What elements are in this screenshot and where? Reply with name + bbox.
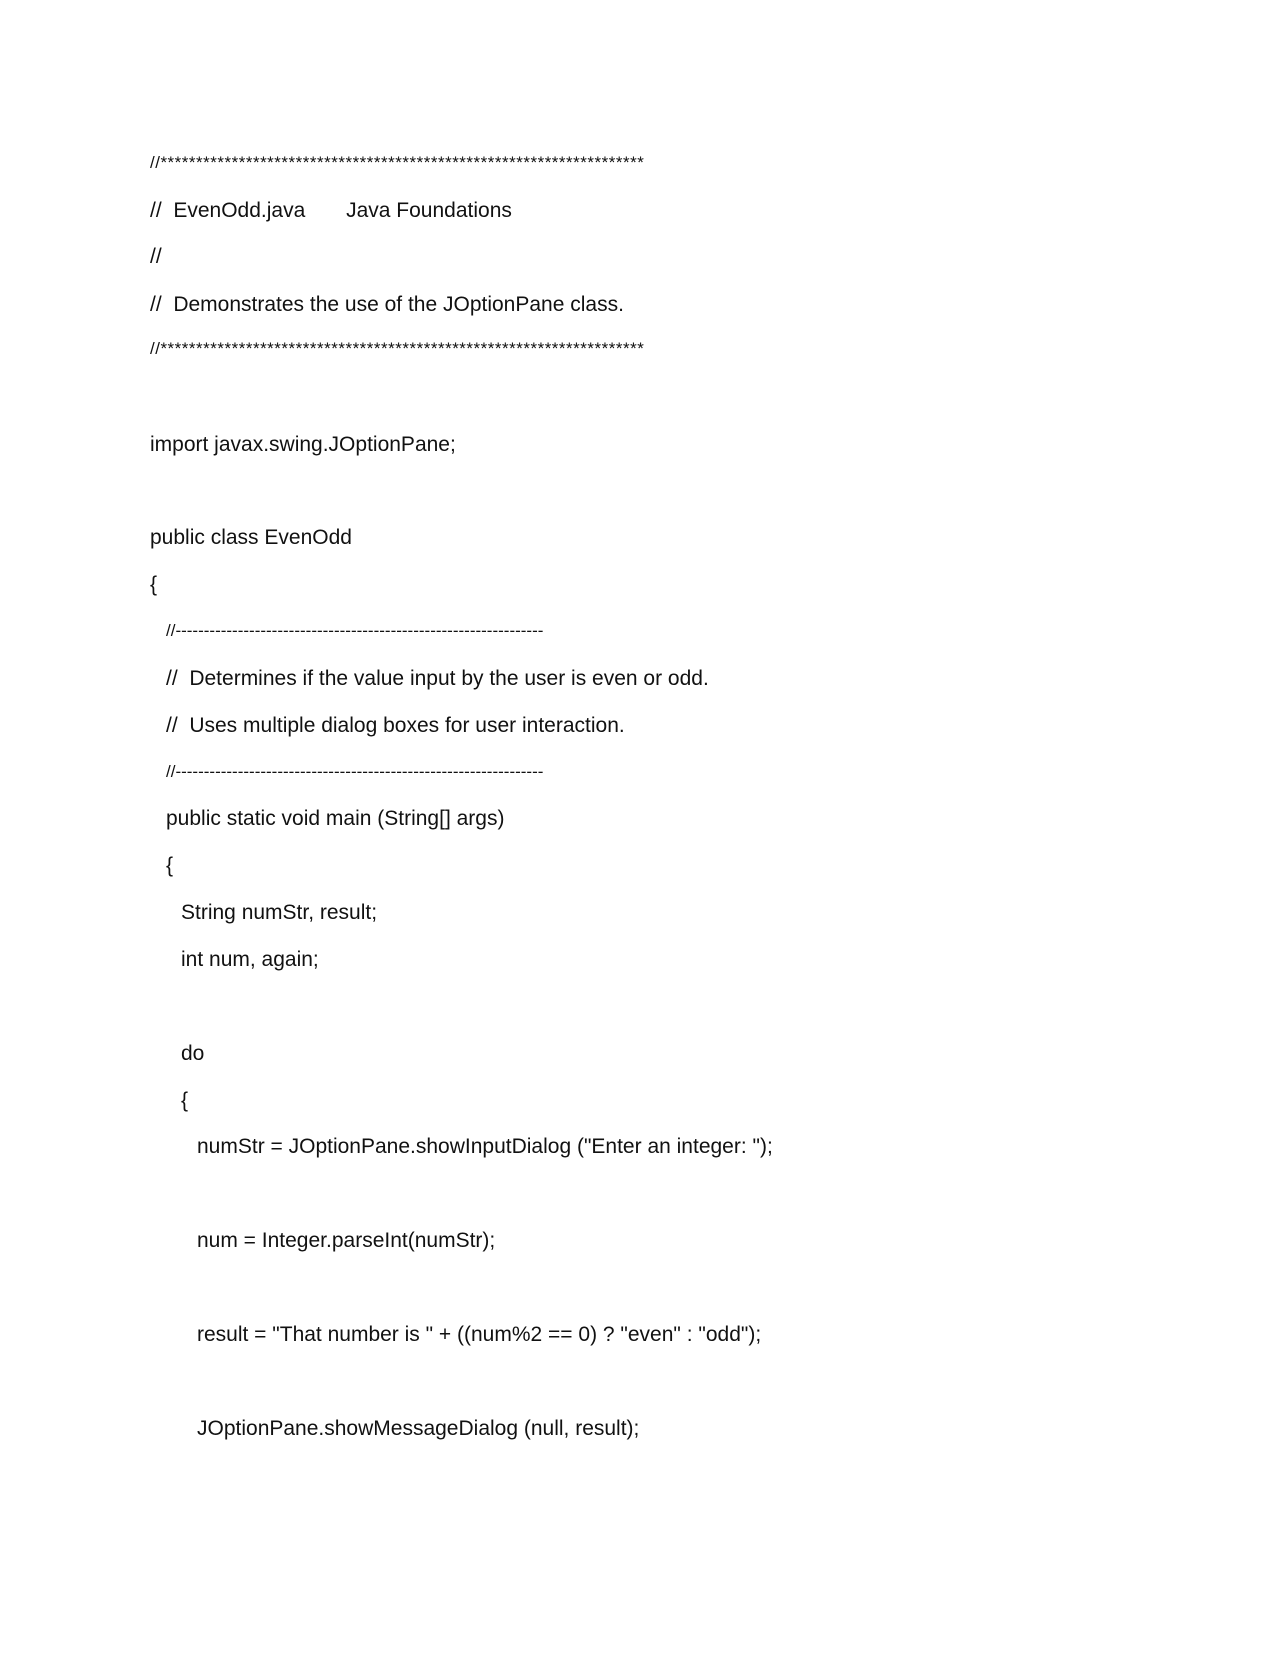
method-comment-line-1: // Determines if the value input by the user is even or odd. — [166, 667, 709, 690]
do-open-brace: { — [181, 1089, 189, 1112]
variable-declaration-strings: String numStr, result; — [181, 901, 378, 924]
method-open-brace: { — [166, 854, 174, 877]
method-comment-border-top: //----------------------------------------------------------------- — [166, 621, 544, 640]
header-comment-border-bottom: //******************************************************************** — [150, 339, 645, 358]
method-comment-line-2: // Uses multiple dialog boxes for user interaction. — [166, 714, 625, 737]
input-dialog-statement: numStr = JOptionPane.showInputDialog ("Enter an integer: "); — [197, 1135, 773, 1158]
method-comment-border-bottom: //----------------------------------------------------------------- — [166, 762, 544, 781]
variable-declaration-ints: int num, again; — [181, 948, 319, 971]
import-statement: import javax.swing.JOptionPane; — [150, 433, 456, 456]
do-keyword: do — [181, 1042, 205, 1065]
message-dialog-statement: JOptionPane.showMessageDialog (null, result); — [197, 1417, 640, 1440]
parse-int-statement: num = Integer.parseInt(numStr); — [197, 1229, 496, 1252]
description-comment: // Demonstrates the use of the JOptionPane class. — [150, 293, 624, 316]
main-method-signature: public static void main (String[] args) — [166, 807, 505, 830]
file-title-comment: // EvenOdd.java Java Foundations — [150, 199, 512, 222]
result-assignment-statement: result = "That number is " + ((num%2 == 0) ? "even" : "odd"); — [197, 1323, 762, 1346]
class-declaration: public class EvenOdd — [150, 526, 352, 549]
header-comment-border-top: //******************************************************************** — [150, 153, 645, 172]
class-open-brace: { — [150, 573, 158, 596]
blank-comment-line: // — [150, 245, 162, 268]
